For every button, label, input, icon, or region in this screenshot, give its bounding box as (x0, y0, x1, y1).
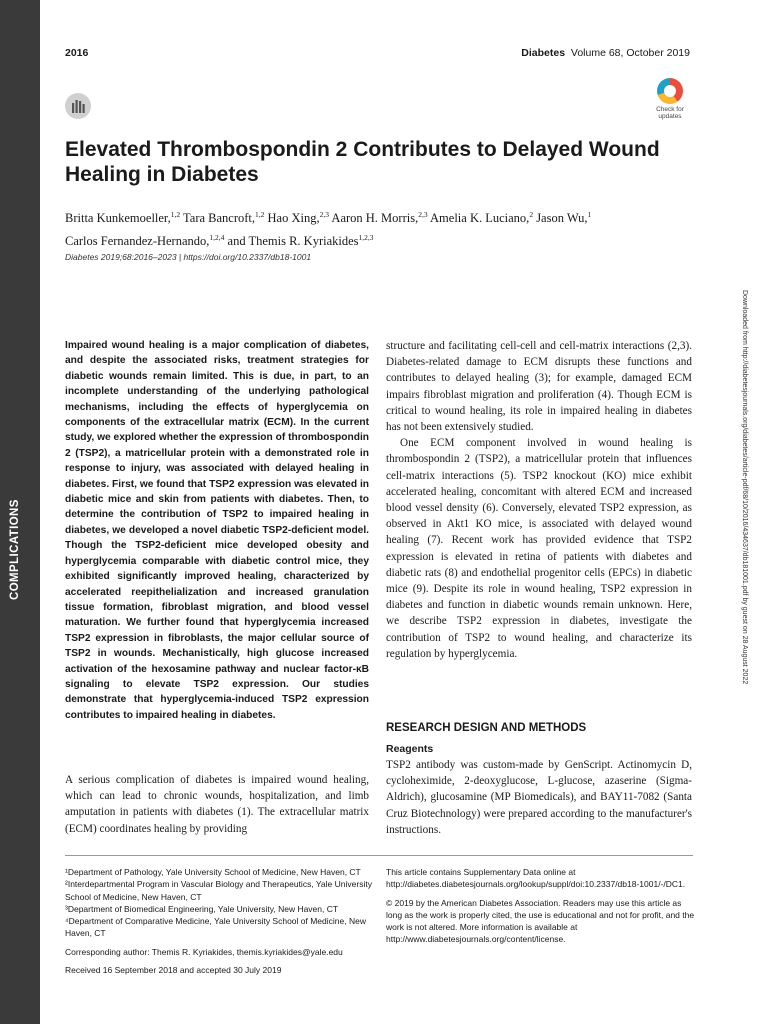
received-date: Received 16 September 2018 and accepted 30 July 2019 (65, 965, 282, 976)
article-title: Elevated Thrombospondin 2 Contributes to Delayed Wound Healing in Diabetes (65, 138, 660, 186)
affiliation-1: ¹Department of Pathology, Yale University School of Medicine, New Haven, CT (65, 867, 361, 877)
author-affiliation-marker: 1,2 (170, 210, 181, 219)
journal-name: Diabetes (521, 47, 566, 59)
author-name: Carlos Fernandez-Hernando, (65, 234, 210, 249)
intro-paragraph-tsp2: One ECM component involved in wound healing is thrombospondin 2 (TSP2), a matricellular protein that influences cell-matrix interactions (5). TSP2 knockout (KO) mice exhibit accelerated healing, concomitant with altered ECM and increased blood vessel density (6). Conversely, elevated TSP2 expression, as observed in Akt1 KO mice, is associated with delayed wound healing (7). Recent work has provided evidence that TSP2 expression is elevated in retina of patients with diabetes and diabetic rats (8) and endothelial progenitor cells (EPCs) in diabetic mice (9). Despite its role in wound healing, TSP2 expression in diabetes and function in diabetic wounds remain unknown. Here, we describe TSP2 expression in diabetes, investigate the contribution of TSP2 to wound healing, and characterize its regulation by hyperglycemia. (386, 437, 692, 660)
check-for-updates-badge[interactable] (651, 78, 689, 124)
open-access-icon (64, 92, 92, 120)
intro-paragraph: A serious complication of diabetes is impaired wound healing, which can lead to chronic wounds, hospitalization, and limb amputation in patients with diabetes (1). The extracellular matrix (ECM) coordinates healing by providing (65, 774, 369, 835)
author-list (65, 205, 705, 251)
affiliation-3: ³Department of Biomedical Engineering, Yale University, New Haven, CT (65, 903, 339, 914)
intro-paragraph-continued: structure and facilitating cell-cell and cell-matrix interactions (2,3). Diabetes-related damage to ECM disrupts these functions and contributes to delayed healing (3); for example, damaged ECM impairs fibroblast migration and proliferation (4). Though ECM is critical to wound healing, its role in impaired healing in diabetes has not been extensively studied. (386, 340, 692, 434)
author-affiliation-marker: 1,2,4 (209, 233, 225, 243)
author-name: Jason Wu, (536, 211, 588, 226)
author-name: and Themis R. Kyriakides (227, 234, 359, 249)
supplementary-note: This article contains Supplementary Data online at http://diabetes.diabetesjournals.org/lookup/suppl/doi:10.2337/db18-1001/-/DC1. (386, 867, 686, 890)
affiliation-4: ⁴Department of Comparative Medicine, Yale University School of Medicine, New Haven, CT (65, 916, 366, 939)
reagents-text: TSP2 antibody was custom-made by GenScript. Actinomycin D, cycloheximide, 2-deoxyglucose, L-glucose, azaserine (Sigma-Aldrich), glucosamine (MP Biomedicals), and BAY11-7082 (Santa Cruz Biotechnology) were prepared according to the manufacturer's instructions. (386, 759, 692, 836)
footnote-divider (65, 855, 693, 856)
license-note: © 2019 by the American Diabetes Association. Readers may use this article as long as the work is properly cited, the use is educational and not for profit, and the work is not altered. More information is available at http://www.diabetesjournals.org/content/license. (386, 897, 695, 945)
author-name: Aaron H. Morris, (331, 211, 419, 226)
author-affiliation-marker: 2 (529, 210, 534, 219)
author-name: Tara Bancroft, (183, 211, 256, 226)
methods-heading: RESEARCH DESIGN AND METHODS (386, 722, 587, 734)
download-note-text: Downloaded from http://diabetesjournals.org/diabetes/article-pdf/68/10/2016/434637/db181001.pdf by guest on 28 August 2022 (741, 290, 748, 685)
author-affiliation-marker: 1,2,3 (358, 233, 374, 243)
author-name: Amelia K. Luciano, (430, 211, 530, 226)
check-for-updates-label: Check for updates (656, 106, 684, 120)
reagents-heading: Reagents (386, 743, 434, 755)
author-affiliation-marker: 1 (587, 210, 592, 219)
crossmark-icon (657, 78, 683, 104)
affiliations-footnotes (65, 866, 375, 976)
author-name: Hao Xing, (267, 211, 320, 226)
journal-info (521, 47, 690, 59)
citation-line: Diabetes 2019;68:2016–2023 | https://doi.org/10.2337/db18-1001 (65, 252, 312, 262)
author-affiliation-marker: 2,3 (418, 210, 428, 219)
journal-volume: Volume 68, October 2019 (570, 47, 690, 59)
page-number: 2016 (65, 47, 89, 59)
author-name: Britta Kunkemoeller, (65, 211, 171, 226)
author-affiliation-marker: 2,3 (319, 210, 329, 219)
section-label: COMPLICATIONS (9, 499, 21, 600)
abstract: Impaired wound healing is a major complication of diabetes, and despite the associated risks, treatment strategies for diabetic wounds remain limited. This is due, in part, to an incomplete understanding of the underlying pathological mechanisms, including the effects of hyperglycemia on components of the extracellular matrix (ECM). In the current study, we explored whether the expression of thrombospondin 2 (TSP2), a matricellular protein with a demonstrated role in response to injury, was associated with delayed healing in diabetes. First, we found that TSP2 expression was elevated in diabetic mice and skin from patients with diabetes. Then, to determine the contribution of TSP2 to impaired healing in diabetes, we developed a novel diabetic TSP2-deficient model. Though the TSP2-deficient mice developed obesity and hyperglycemia comparable with diabetic control mice, they exhibited significantly improved healing, characterized by accelerated reepithelialization and increased granulation tissue formation, fibroblast migration, and blood vessel maturation. We further found that hyperglycemia increased TSP2 expression in fibroblasts, the major cellular source of TSP2 in wounds. Mechanistically, high glucose increased activation of the hexosamine pathway and nuclear factor-κB signaling to elevate TSP2 expression. Our studies demonstrate that hyperglycemia-induced TSP2 expression contributes to impaired healing in diabetes. (65, 340, 369, 721)
download-note (736, 290, 750, 760)
intro-column-2 (386, 338, 692, 662)
corresponding-author: Corresponding author: Themis R. Kyriakides, themis.kyriakides@yale.edu (65, 946, 343, 957)
section-sidebar (0, 0, 40, 1024)
affiliation-2: ²Interdepartmental Program in Vascular Biology and Therapeutics, Yale University School of Medicine, New Haven, CT (65, 879, 372, 902)
supplementary-footnotes (386, 866, 696, 946)
author-affiliation-marker: 1,2 (255, 210, 265, 219)
